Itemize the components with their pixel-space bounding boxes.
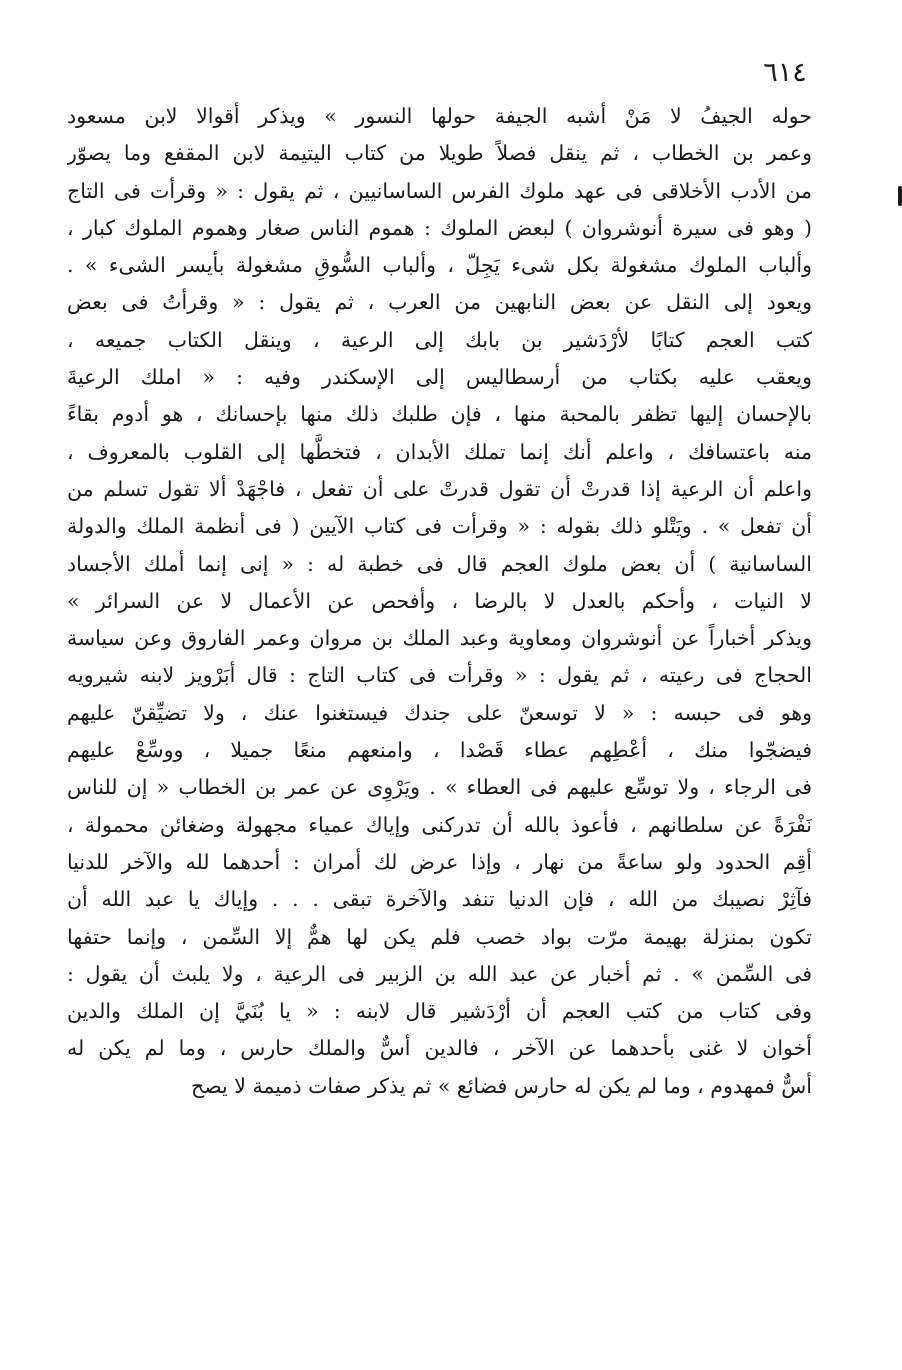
text-line: تكون بمنزلة بهيمة مرّت بواد خصب فلم يكن لها همٌّ إلا السِّمن ، وإنما حتفها	[67, 924, 812, 949]
page-number: ٦١٤	[763, 57, 807, 88]
text-line: كتب العجم كتابًا لأرْدَشير بن بابك إلى الرعية ، وينقل الكتاب جميعه ،	[67, 327, 812, 352]
text-line: واعلم أن الرعية إذا قدرتْ أن تقول قدرتْ على أن تفعل ، فاجْهَدْ ألا تقول تسلم من	[67, 476, 812, 501]
text-line: الحجاج فى رعيته ، ثم يقول : « وقرأت فى كتاب التاج : قال أبَرْويز لابنه شيرويه	[67, 663, 812, 688]
text-line: وألباب الملوك مشغولة بكل شىء يَجِلّ ، وألباب السُّوقِ مشغولة بأيسر الشىء » .	[67, 253, 812, 278]
text-line: نَفْرَةً عن سلطانهم ، فأعوذ بالله أن تدركنى وإياك عمياء مجهولة وضغائن محمولة ،	[67, 812, 812, 837]
text-line: فآثِرْ نصيبك من الله ، فإن الدنيا تنفد والآخرة تبقى . . . وإياك يا عبد الله أن	[67, 887, 812, 912]
text-line: ويعود إلى النقل عن بعض النابهين من العرب ، ثم يقول : « وقرأتُ فى بعض	[67, 290, 812, 315]
text-line: ويذكر أخباراً عن أنوشروان ومعاوية وعبد الملك بن مروان وعمر الفاروق وعن سياسة	[67, 626, 812, 651]
text-line: أسٌّ فمهدوم ، وما لم يكن له حارس فضائع » ثم يذكر صفات ذميمة لا يصح	[191, 1073, 812, 1098]
text-line: أن تفعل » . ويَتْلو ذلك بقوله : « وقرأت فى كتاب الآيين ( فى أنظمة الملك والدولة	[67, 514, 812, 539]
text-line: منه باعتسافك ، واعلم أنك إنما تملك الأبدان ، فتخطَّها إلى القلوب بالمعروف ،	[67, 439, 812, 464]
text-line: أقِم الحدود ولو ساعةً من نهار ، وإذا عرض لك أمران : أحدهما لله والآخر للدنيا	[67, 849, 812, 874]
text-line: وهو فى حبسه : « لا توسعنّ على جندك فيستغنوا عنك ، ولا تضيِّقنّ عليهم	[67, 700, 812, 725]
text-line: أخوان لا غنى بأحدهما عن الآخر ، فالدين أسٌّ والملك حارس ، وما لم يكن له	[67, 1036, 812, 1061]
body-text	[67, 98, 812, 1105]
text-line: فى الرجاء ، ولا توسِّع عليهم فى العطاء » . ويَرْوِى عن عمر بن الخطاب « إن للناس	[67, 775, 812, 800]
text-line: من الأدب الأخلاقى فى عهد ملوك الفرس الساسانيين ، ثم يقول : « وقرأت فى التاج	[67, 178, 812, 203]
text-line: فى السِّمن » . ثم أخبار عن عبد الله بن الزبير فى الرعية ، ولا يلبث أن يقول :	[67, 961, 812, 986]
text-line: ( وهو فى سيرة أنوشروان ) لبعض الملوك : هموم الناس صغار وهموم الملوك كبار ،	[67, 215, 812, 240]
text-line: الساسانية ) أن بعض ملوك العجم قال فى خطبة له : « إنى إنما أملك الأجساد	[67, 551, 812, 576]
page-edge-mark	[898, 186, 902, 206]
text-line: بالإحسان إليها تظفر بالمحبة منها ، فإن طلبك ذلك منها بإحسانك ، هو أدوم بقاءً	[67, 402, 812, 427]
text-line: فيضجّوا منك ، أعْطِهم عطاء قَصْدا ، وامنعهم منعًا جميلا ، ووسِّعْ عليهم	[67, 738, 812, 763]
text-line: وعمر بن الخطاب ، ثم ينقل فصلاً طويلا من كتاب اليتيمة لابن المقفع وما يصوّر	[67, 141, 812, 166]
text-line: لا النيات ، وأحكم بالعدل لا بالرضا ، وأفحص عن الأعمال لا عن السرائر »	[67, 588, 812, 613]
text-line: وفى كتاب من كتب العجم أن أرْدَشير قال لابنه : « يا بُنَيَّ إن الملك والدين	[67, 999, 812, 1024]
text-line: حوله الجيفُ لا مَنْ أشبه الجيفة حولها النسور » ويذكر أقوالا لابن مسعود	[67, 104, 812, 128]
text-line: ويعقب عليه بكتاب من أرسطاليس إلى الإسكندر وفيه : « املك الرعيةَ	[67, 365, 812, 390]
